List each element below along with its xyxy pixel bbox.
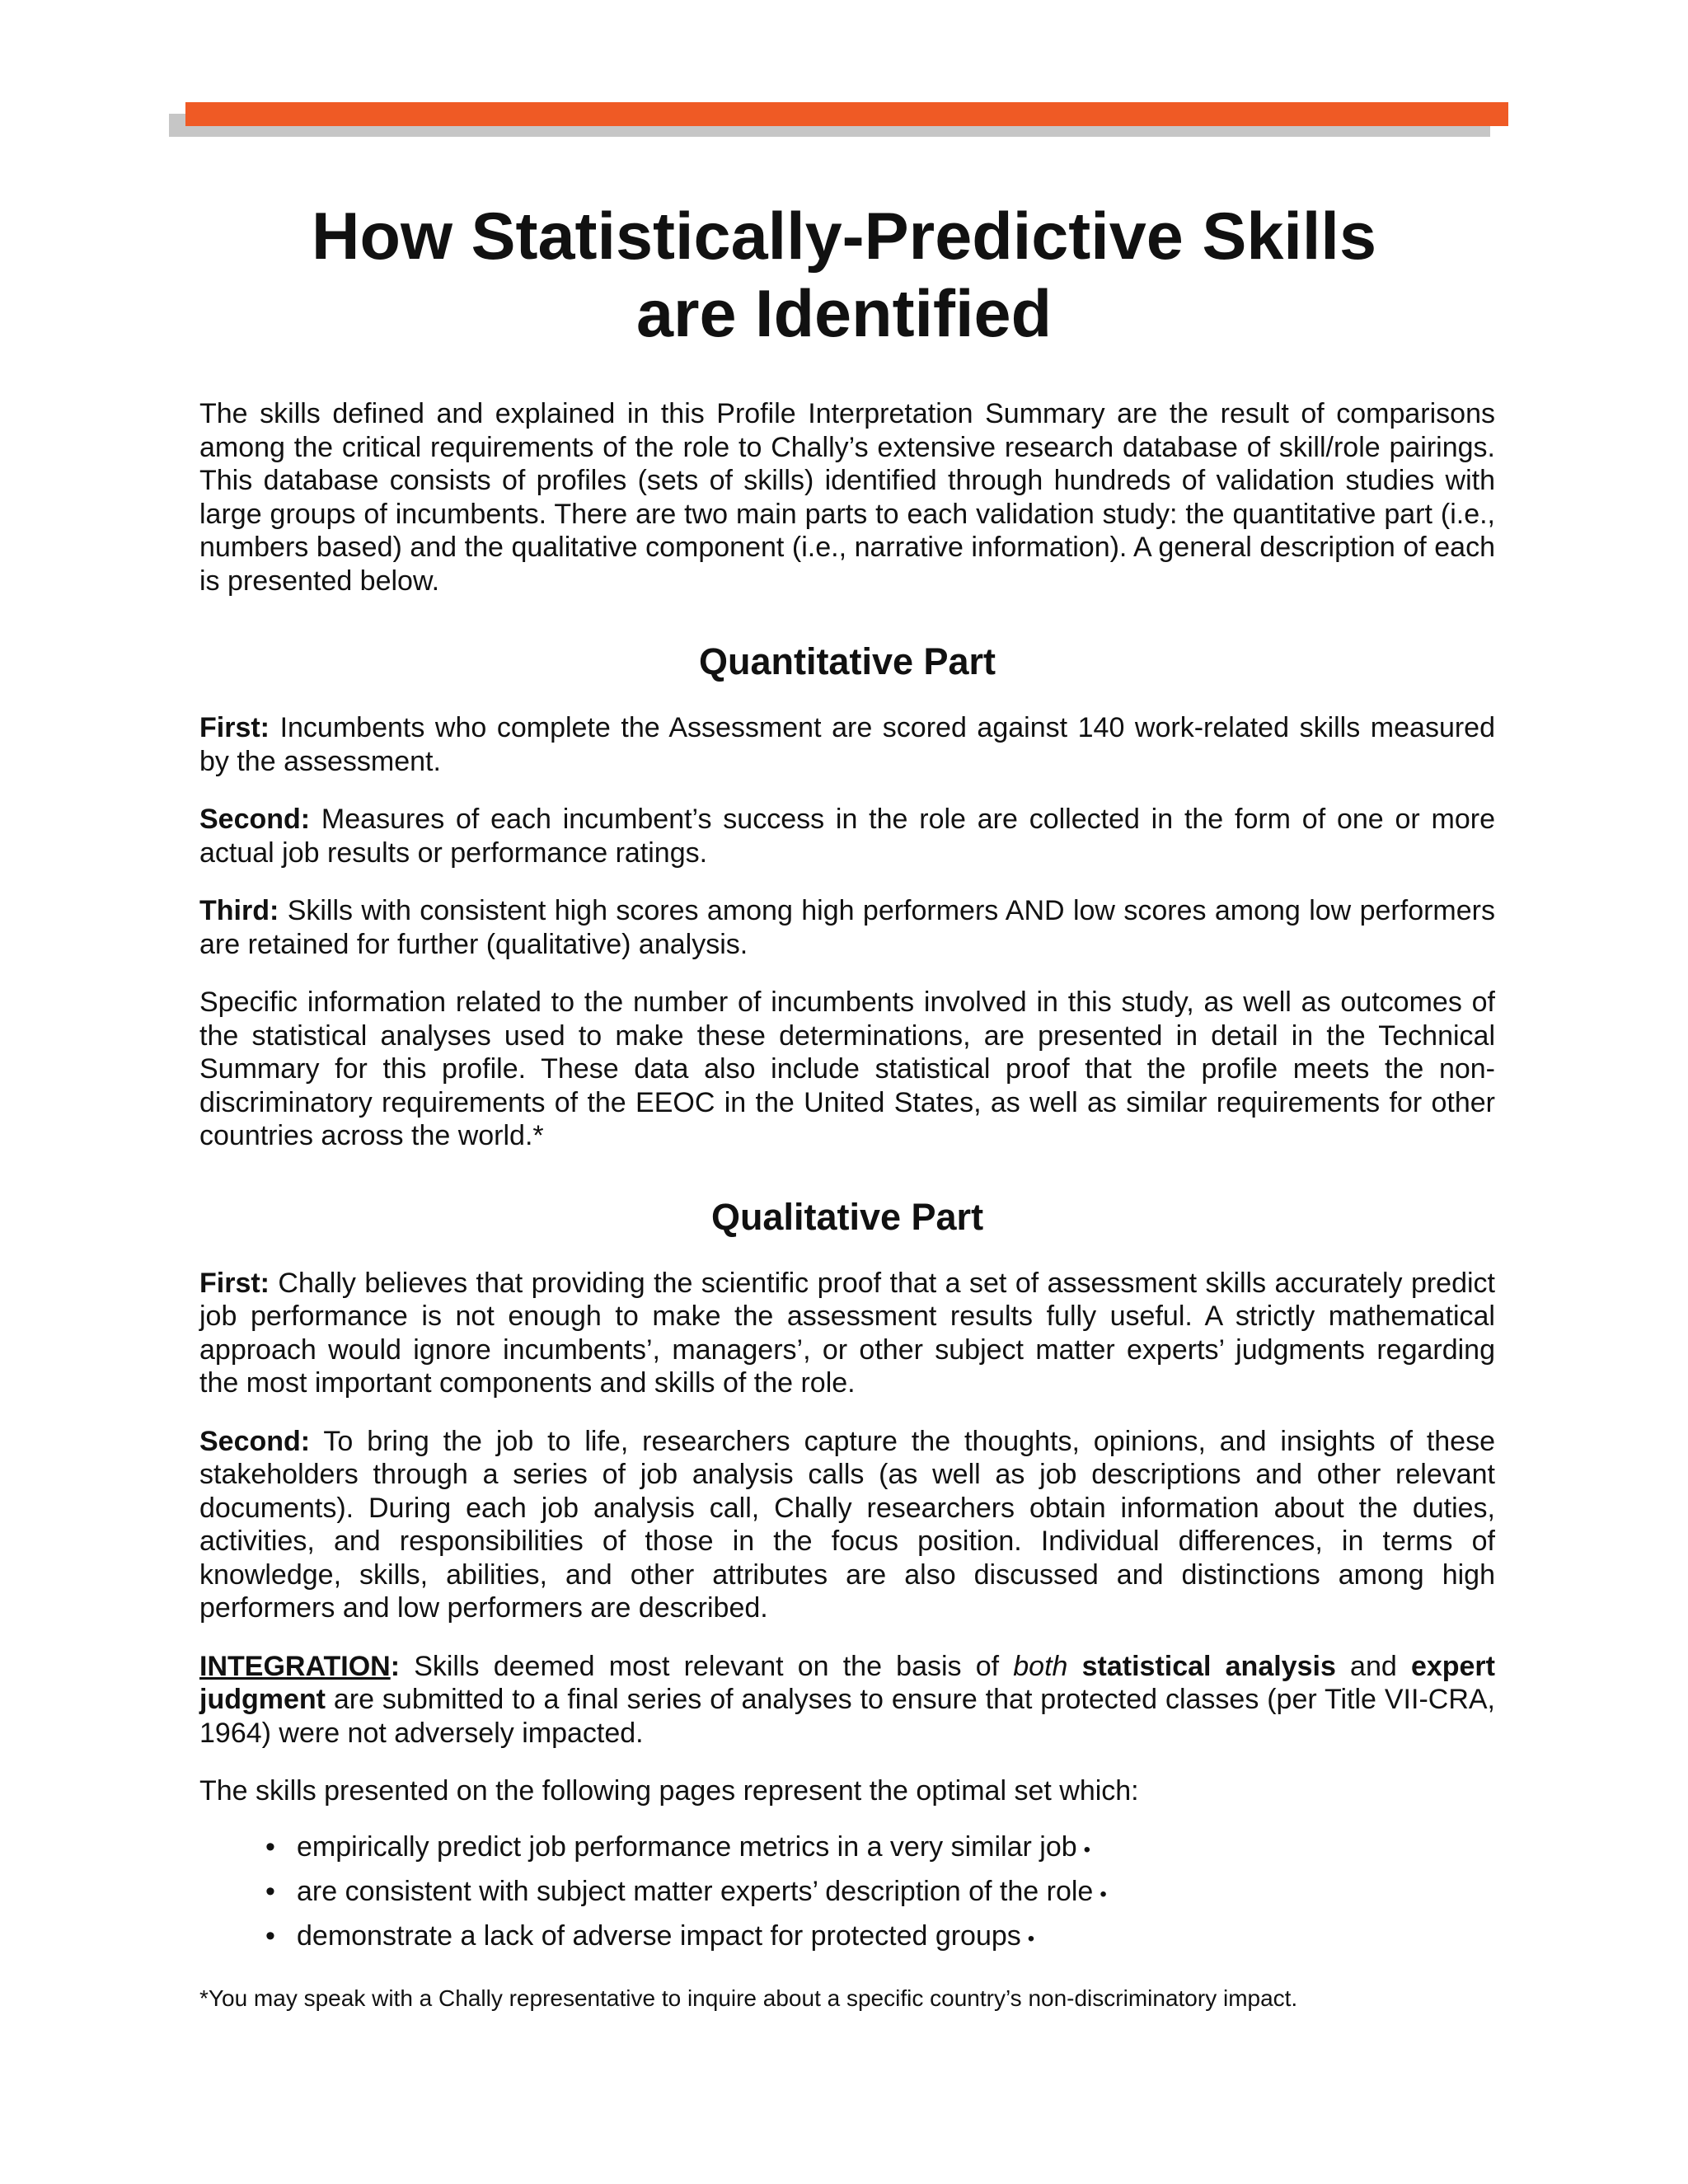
summary-lead: The skills presented on the following pages represent the optimal set which: bbox=[199, 1775, 1139, 1807]
quantitative-third-label: Third: bbox=[199, 895, 279, 926]
qualitative-first-paragraph bbox=[199, 1267, 1495, 1400]
quantitative-first-label: First: bbox=[199, 712, 270, 743]
qualitative-second-label: Second: bbox=[199, 1425, 311, 1457]
integration-paragraph bbox=[199, 1650, 1495, 1750]
page-title-line-1: How Statistically-Predictive Skills bbox=[311, 199, 1376, 274]
integration-statistical-analysis: statistical analysis bbox=[1081, 1650, 1336, 1682]
bullet-icon: • bbox=[265, 1919, 275, 1952]
integration-text-1: Skills deemed most relevant on the basis of bbox=[400, 1650, 1014, 1682]
list-item-text: demonstrate a lack of adverse impact for protected groups bbox=[297, 1919, 1021, 1952]
integration-text-2 bbox=[1067, 1651, 1081, 1682]
page-title bbox=[0, 198, 1688, 353]
integration-text-4: are submitted to a final series of analyses to ensure that protected classes (per Title VII-CRA, 1964) were not adversely impacted. bbox=[199, 1684, 1495, 1749]
integration-text-3: and bbox=[1335, 1650, 1411, 1682]
intro-paragraph: The skills defined and explained in this Profile Interpretation Summary are the result of comparisons among the critical requirements of the role to Chally’s extensive research database of skill/role pairings. This database consists of profiles (sets of skills) identified through hundreds of validation studies with large groups of incumbents. There are two main parts to each validation study: the quantitative part (i.e., numbers based) and the qualitative component (i.e., narrative information). A general description of each is presented below. bbox=[199, 398, 1495, 597]
list-item bbox=[265, 1826, 1495, 1871]
list-item-text: are consistent with subject matter experts’ description of the role bbox=[297, 1875, 1094, 1907]
qualitative-heading: Qualitative Part bbox=[710, 1195, 984, 1238]
trailing-bullet-icon: • bbox=[1027, 1927, 1035, 1950]
quantitative-note-paragraph: Specific information related to the number of incumbents involved in this study, as well as outcomes of the statistical analyses used to make these determinations, are presented in detail in the Technical Summary for this profile. These data also include statistical proof that the profile meets the non-discriminatory requirements of the EEOC in the United States, as well as similar requirements for other countries across the world.* bbox=[199, 987, 1495, 1151]
quantitative-third-text: Skills with consistent high scores among high performers AND low scores among low performers are retained for further (qualitative) analysis. bbox=[199, 895, 1495, 960]
list-item-text: empirically predict job performance metrics in a very similar job bbox=[297, 1830, 1077, 1863]
integration-expert-judgment: expert judgment bbox=[199, 1650, 1495, 1715]
page-title-line-2: are Identified bbox=[635, 277, 1053, 351]
quantitative-third-paragraph bbox=[199, 894, 1495, 961]
summary-bullet-list bbox=[199, 1826, 1495, 1960]
header-accent-bar bbox=[185, 102, 1508, 126]
bullet-icon: • bbox=[265, 1830, 275, 1863]
quantitative-heading: Quantitative Part bbox=[698, 640, 996, 682]
list-item bbox=[265, 1871, 1495, 1915]
qualitative-first-text: Chally believes that providing the scientific proof that a set of assessment skills accurately predict job performance is not enough to make the assessment results fully useful. A strictly mathematical approach would ignore incumbents’, managers’, or other subject matter experts’ judgments regarding the most important components and skills of the role. bbox=[199, 1267, 1495, 1399]
quantitative-second-label: Second: bbox=[199, 804, 311, 835]
quantitative-first-text: Incumbents who complete the Assessment are scored against 140 work-related skills measured by the assessment. bbox=[199, 712, 1495, 777]
quantitative-second-text: Measures of each incumbent’s success in the role are collected in the form of one or more actual job results or performance ratings. bbox=[199, 804, 1495, 869]
qualitative-first-label: First: bbox=[199, 1267, 270, 1299]
integration-emphasis: both bbox=[1013, 1650, 1068, 1682]
list-item bbox=[265, 1915, 1495, 1960]
integration-label: INTEGRATION bbox=[199, 1650, 391, 1682]
qualitative-second-text: To bring the job to life, researchers capture the thoughts, opinions, and insights of these stakeholders through a series of job analysis calls (as well as job descriptions and other relevant documents). During each job analysis call, Chally researchers obtain information about the duties, activities, and responsibilities of those in the focus position. Individual differences, in terms of knowledge, skills, abilities, and other attributes are also discussed and distinctions among high performers and low performers are described. bbox=[199, 1425, 1495, 1624]
trailing-bullet-icon: • bbox=[1083, 1838, 1091, 1861]
trailing-bullet-icon: • bbox=[1100, 1882, 1107, 1905]
qualitative-second-paragraph bbox=[199, 1425, 1495, 1625]
bullet-icon: • bbox=[265, 1875, 275, 1907]
document-body bbox=[199, 397, 1495, 2037]
footnote: *You may speak with a Chally representative to inquire about a specific country’s non-discriminatory impact. bbox=[199, 1985, 1298, 2011]
quantitative-second-paragraph bbox=[199, 803, 1495, 869]
integration-colon: : bbox=[390, 1650, 401, 1682]
quantitative-first-paragraph bbox=[199, 711, 1495, 778]
